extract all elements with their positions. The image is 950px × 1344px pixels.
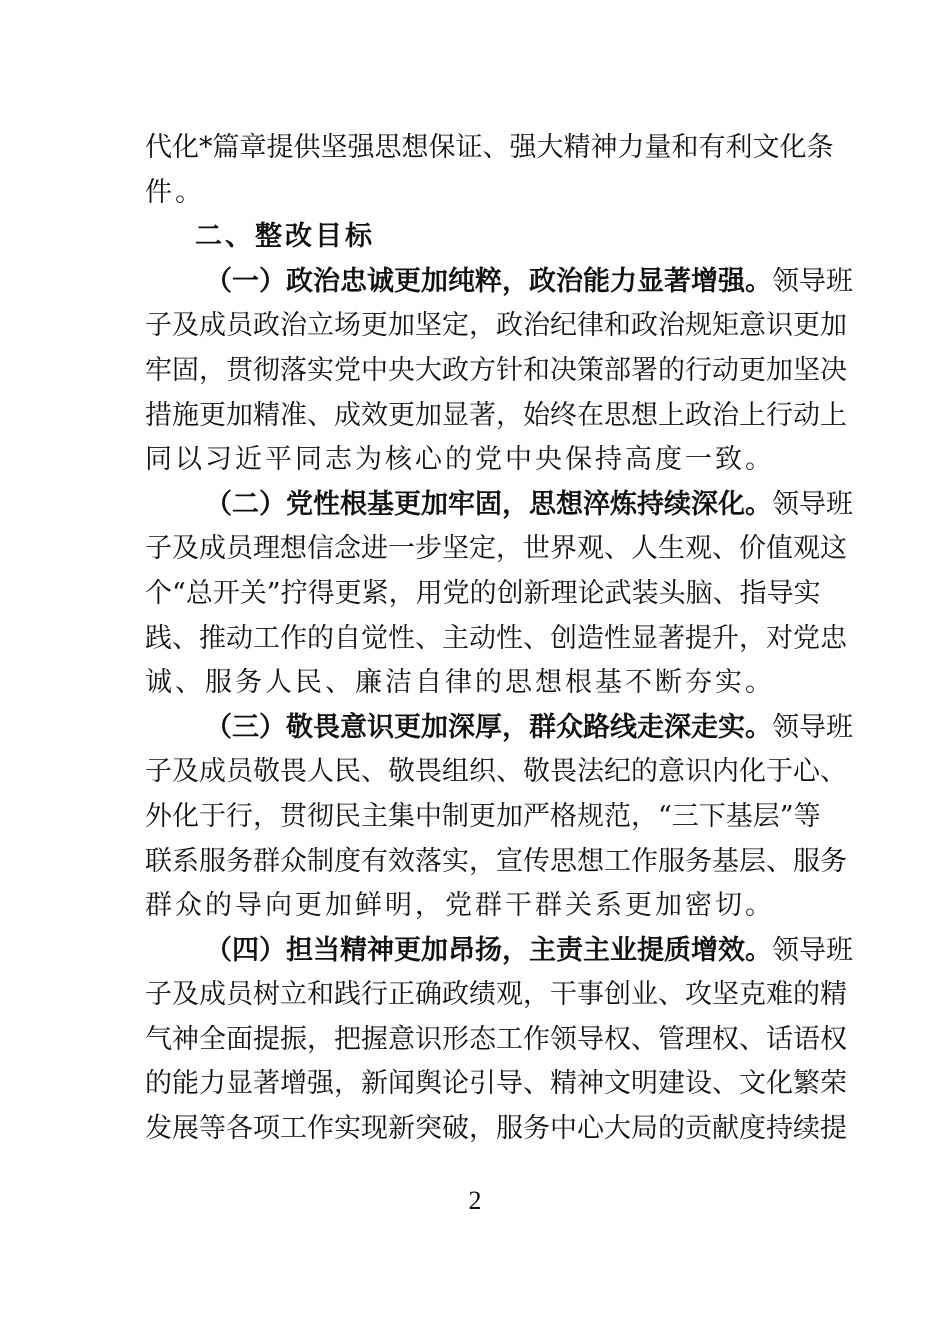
paragraph-first-line (145, 483, 853, 528)
paragraph-text: 领导班 (772, 711, 853, 743)
text-line: 发展等各项工作实现新突破，服务中心大局的贡献度持续提 (145, 1113, 847, 1145)
paragraph-lead: （一）政治忠诚更加纯粹，政治能力显著增强。 (205, 265, 772, 297)
paragraph-text: 领导班 (772, 934, 853, 966)
text-line: 子及成员敬畏人民、敬畏组织、敬畏法纪的意识内化于心、 (145, 756, 847, 788)
text-line: 的能力显著增强，新闻舆论引导、精神文明建设、文化繁荣 (145, 1068, 847, 1100)
text-line: 个“总开关”拧得更紧，用党的创新理论武装头脑、指导实 (145, 577, 821, 609)
text-line: 代化*篇章提供坚强思想保证、强大精神力量和有利文化条 (145, 132, 834, 163)
paragraph-3 (145, 706, 853, 929)
text-line: 践、推动工作的自觉性、主动性、创造性显著提升，对党忠 (145, 622, 847, 654)
paragraph-4 (145, 929, 853, 1152)
text-line: 措施更加精准、成效更加显著，始终在思想上政治上行动上 (145, 399, 847, 431)
paragraph-text: 领导班 (772, 265, 853, 297)
text-line: 外化于行，贯彻民主集中制更加严格规范，“三下基层”等 (145, 800, 821, 832)
text-line: 诚、服务人民、廉洁自律的思想根基不断夯实。 (145, 667, 775, 699)
paragraph-lead: （三）敬畏意识更加深厚，群众路线走深走实。 (205, 711, 772, 743)
text-line: 联系服务群众制度有效落实，宣传思想工作服务基层、服务 (145, 845, 847, 877)
text-line: 同以习近平同志为核心的党中央保持高度一致。 (145, 444, 775, 476)
text-line: 子及成员理想信念进一步坚定，世界观、人生观、价值观这 (145, 533, 847, 565)
page-number: 2 (468, 1186, 482, 1215)
text-line: 子及成员树立和践行正确政绩观，干事创业、攻坚克难的精 (145, 979, 847, 1011)
text-line: 件。 (145, 176, 205, 208)
paragraph-2 (145, 483, 853, 706)
paragraph-first-line (145, 706, 853, 751)
document-body (145, 126, 853, 1152)
paragraph-first-line (145, 260, 853, 305)
paragraph-1 (145, 260, 853, 483)
paragraph-text: 领导班 (772, 488, 853, 520)
text-line: 子及成员政治立场更加坚定，政治纪律和政治规矩意识更加 (145, 310, 847, 342)
text-line: 气神全面提振，把握意识形态工作领导权、管理权、话语权 (145, 1023, 847, 1055)
section-heading: 二、整改目标 (195, 221, 375, 253)
paragraph-lead: （四）担当精神更加昂扬，主责主业提质增效。 (205, 934, 772, 966)
paragraph-first-line (145, 929, 853, 974)
paragraph-lead: （二）党性根基更加牢固，思想淬炼持续深化。 (205, 488, 772, 520)
text-line: 牢固，贯彻落实党中央大政方针和决策部署的行动更加坚决 (145, 354, 847, 386)
text-line: 群众的导向更加鲜明，党群干群关系更加密切。 (145, 890, 775, 922)
